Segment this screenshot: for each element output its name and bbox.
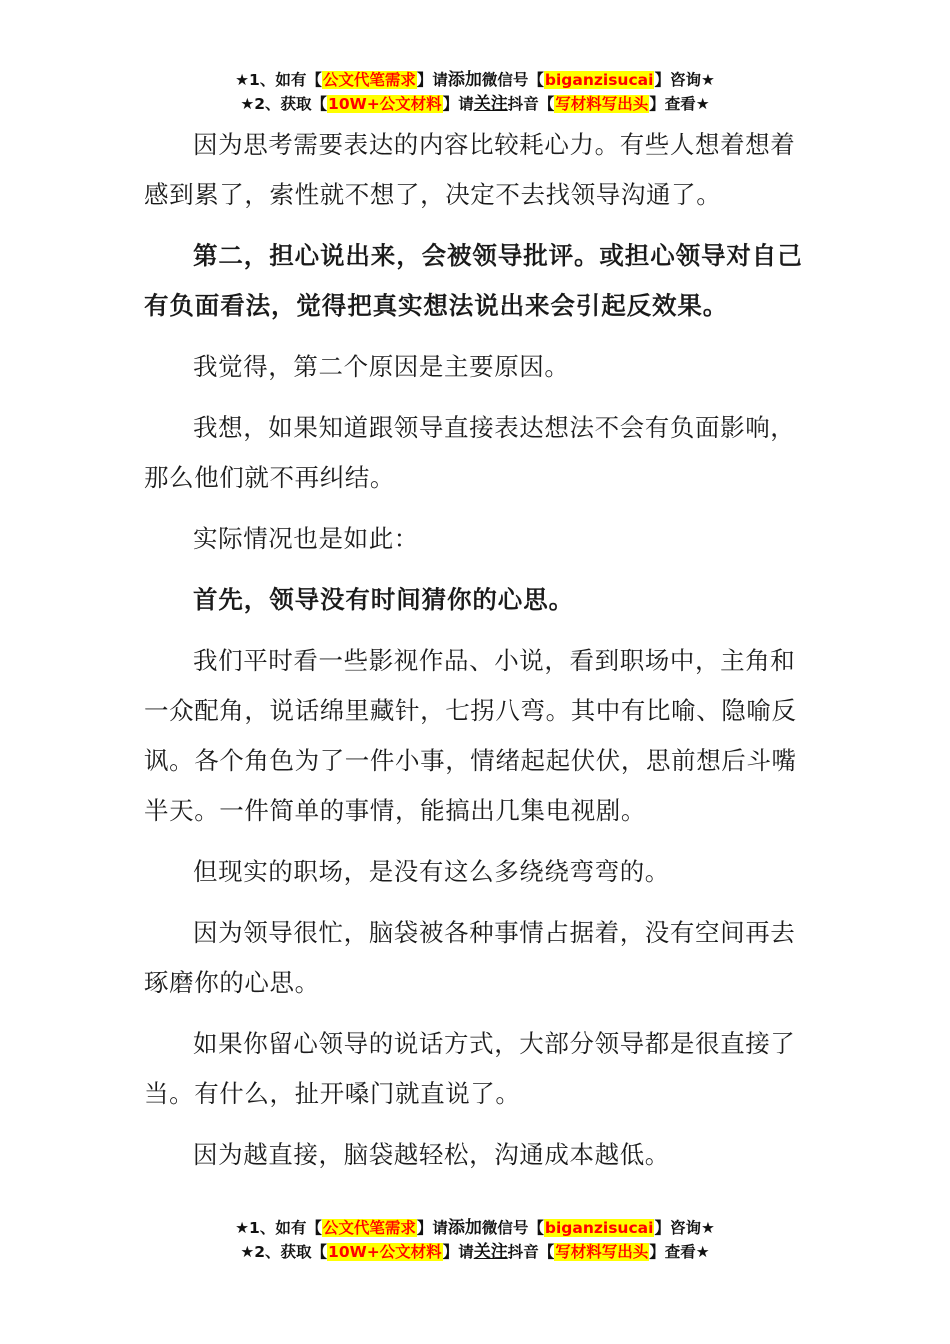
banner-text: 】请 xyxy=(416,71,448,89)
highlight-materials: 10W+公文材料 xyxy=(328,95,442,113)
banner-text: 】请 xyxy=(442,95,474,113)
highlight-writing-service: 公文代笔需求 xyxy=(322,71,416,89)
document-body xyxy=(144,120,808,1191)
banner-line-2 xyxy=(0,1240,950,1264)
highlight-wechat-id: biganzisucai xyxy=(544,71,654,89)
banner-text: 微信号【 xyxy=(481,71,544,89)
paragraph-heading: 首先，领导没有时间猜你的心思。 xyxy=(193,585,574,614)
highlight-douyin-account: 写材料写出头 xyxy=(555,1243,649,1261)
emphasis-follow: 关注 xyxy=(473,1242,508,1262)
highlight-douyin-account: 写材料写出头 xyxy=(555,95,649,113)
banner-text: 】查看★ xyxy=(649,1243,710,1261)
emphasis-add: 添加 xyxy=(447,70,482,90)
emphasis-add: 添加 xyxy=(447,1218,482,1238)
banner-text: 抖音【 xyxy=(507,1243,555,1261)
banner-text: ★2、获取【 xyxy=(240,1243,328,1261)
emphasis-follow: 关注 xyxy=(473,94,508,114)
banner-text: ★1、如有【 xyxy=(235,1219,322,1237)
paragraph: 我想，如果知道跟领导直接表达想法不会有负面影响，那么他们就不再纠结。 xyxy=(144,413,796,492)
banner-text: 】请 xyxy=(416,1219,448,1237)
banner-text: ★1、如有【 xyxy=(235,71,322,89)
banner-text: 】查看★ xyxy=(649,95,710,113)
highlight-writing-service: 公文代笔需求 xyxy=(322,1219,416,1237)
paragraph: 因为领导很忙，脑袋被各种事情占据着，没有空间再去琢磨你的心思。 xyxy=(144,918,796,997)
footer-banner xyxy=(0,1216,950,1264)
highlight-wechat-id: biganzisucai xyxy=(544,1219,654,1237)
banner-text: 】咨询★ xyxy=(654,1219,715,1237)
banner-line-1 xyxy=(0,1216,950,1240)
banner-line-2 xyxy=(0,92,950,116)
highlight-materials: 10W+公文材料 xyxy=(328,1243,442,1261)
paragraph-heading: 第二，担心说出来，会被领导批评。或担心领导对自己有负面看法，觉得把真实想法说出来会引起反效果。 xyxy=(144,241,803,320)
paragraph: 因为越直接，脑袋越轻松，沟通成本越低。 xyxy=(193,1140,670,1169)
paragraph: 但现实的职场，是没有这么多绕绕弯弯的。 xyxy=(193,857,670,886)
paragraph: 我觉得，第二个原因是主要原因。 xyxy=(193,352,570,381)
paragraph: 我们平时看一些影视作品、小说，看到职场中，主角和一众配角，说话绵里藏针，七拐八弯。其中有比喻、隐喻反讽。各个角色为了一件小事，情绪起起伏伏，思前想后斗嘴半天。一件简单的事情，能搞出几集电视剧。 xyxy=(144,646,797,825)
paragraph: 如果你留心领导的说话方式，大部分领导都是很直接了当。有什么，扯开嗓门就直说了。 xyxy=(144,1029,796,1108)
banner-text: 抖音【 xyxy=(507,95,555,113)
banner-text: 】请 xyxy=(442,1243,474,1261)
banner-text: 微信号【 xyxy=(481,1219,544,1237)
banner-line-1 xyxy=(0,68,950,92)
banner-text: 】咨询★ xyxy=(654,71,715,89)
header-banner xyxy=(0,68,950,116)
banner-text: ★2、获取【 xyxy=(240,95,328,113)
paragraph: 因为思考需要表达的内容比较耗心力。有些人想着想着感到累了，索性就不想了，决定不去找领导沟通了。 xyxy=(144,130,796,209)
paragraph: 实际情况也是如此： xyxy=(193,524,419,553)
